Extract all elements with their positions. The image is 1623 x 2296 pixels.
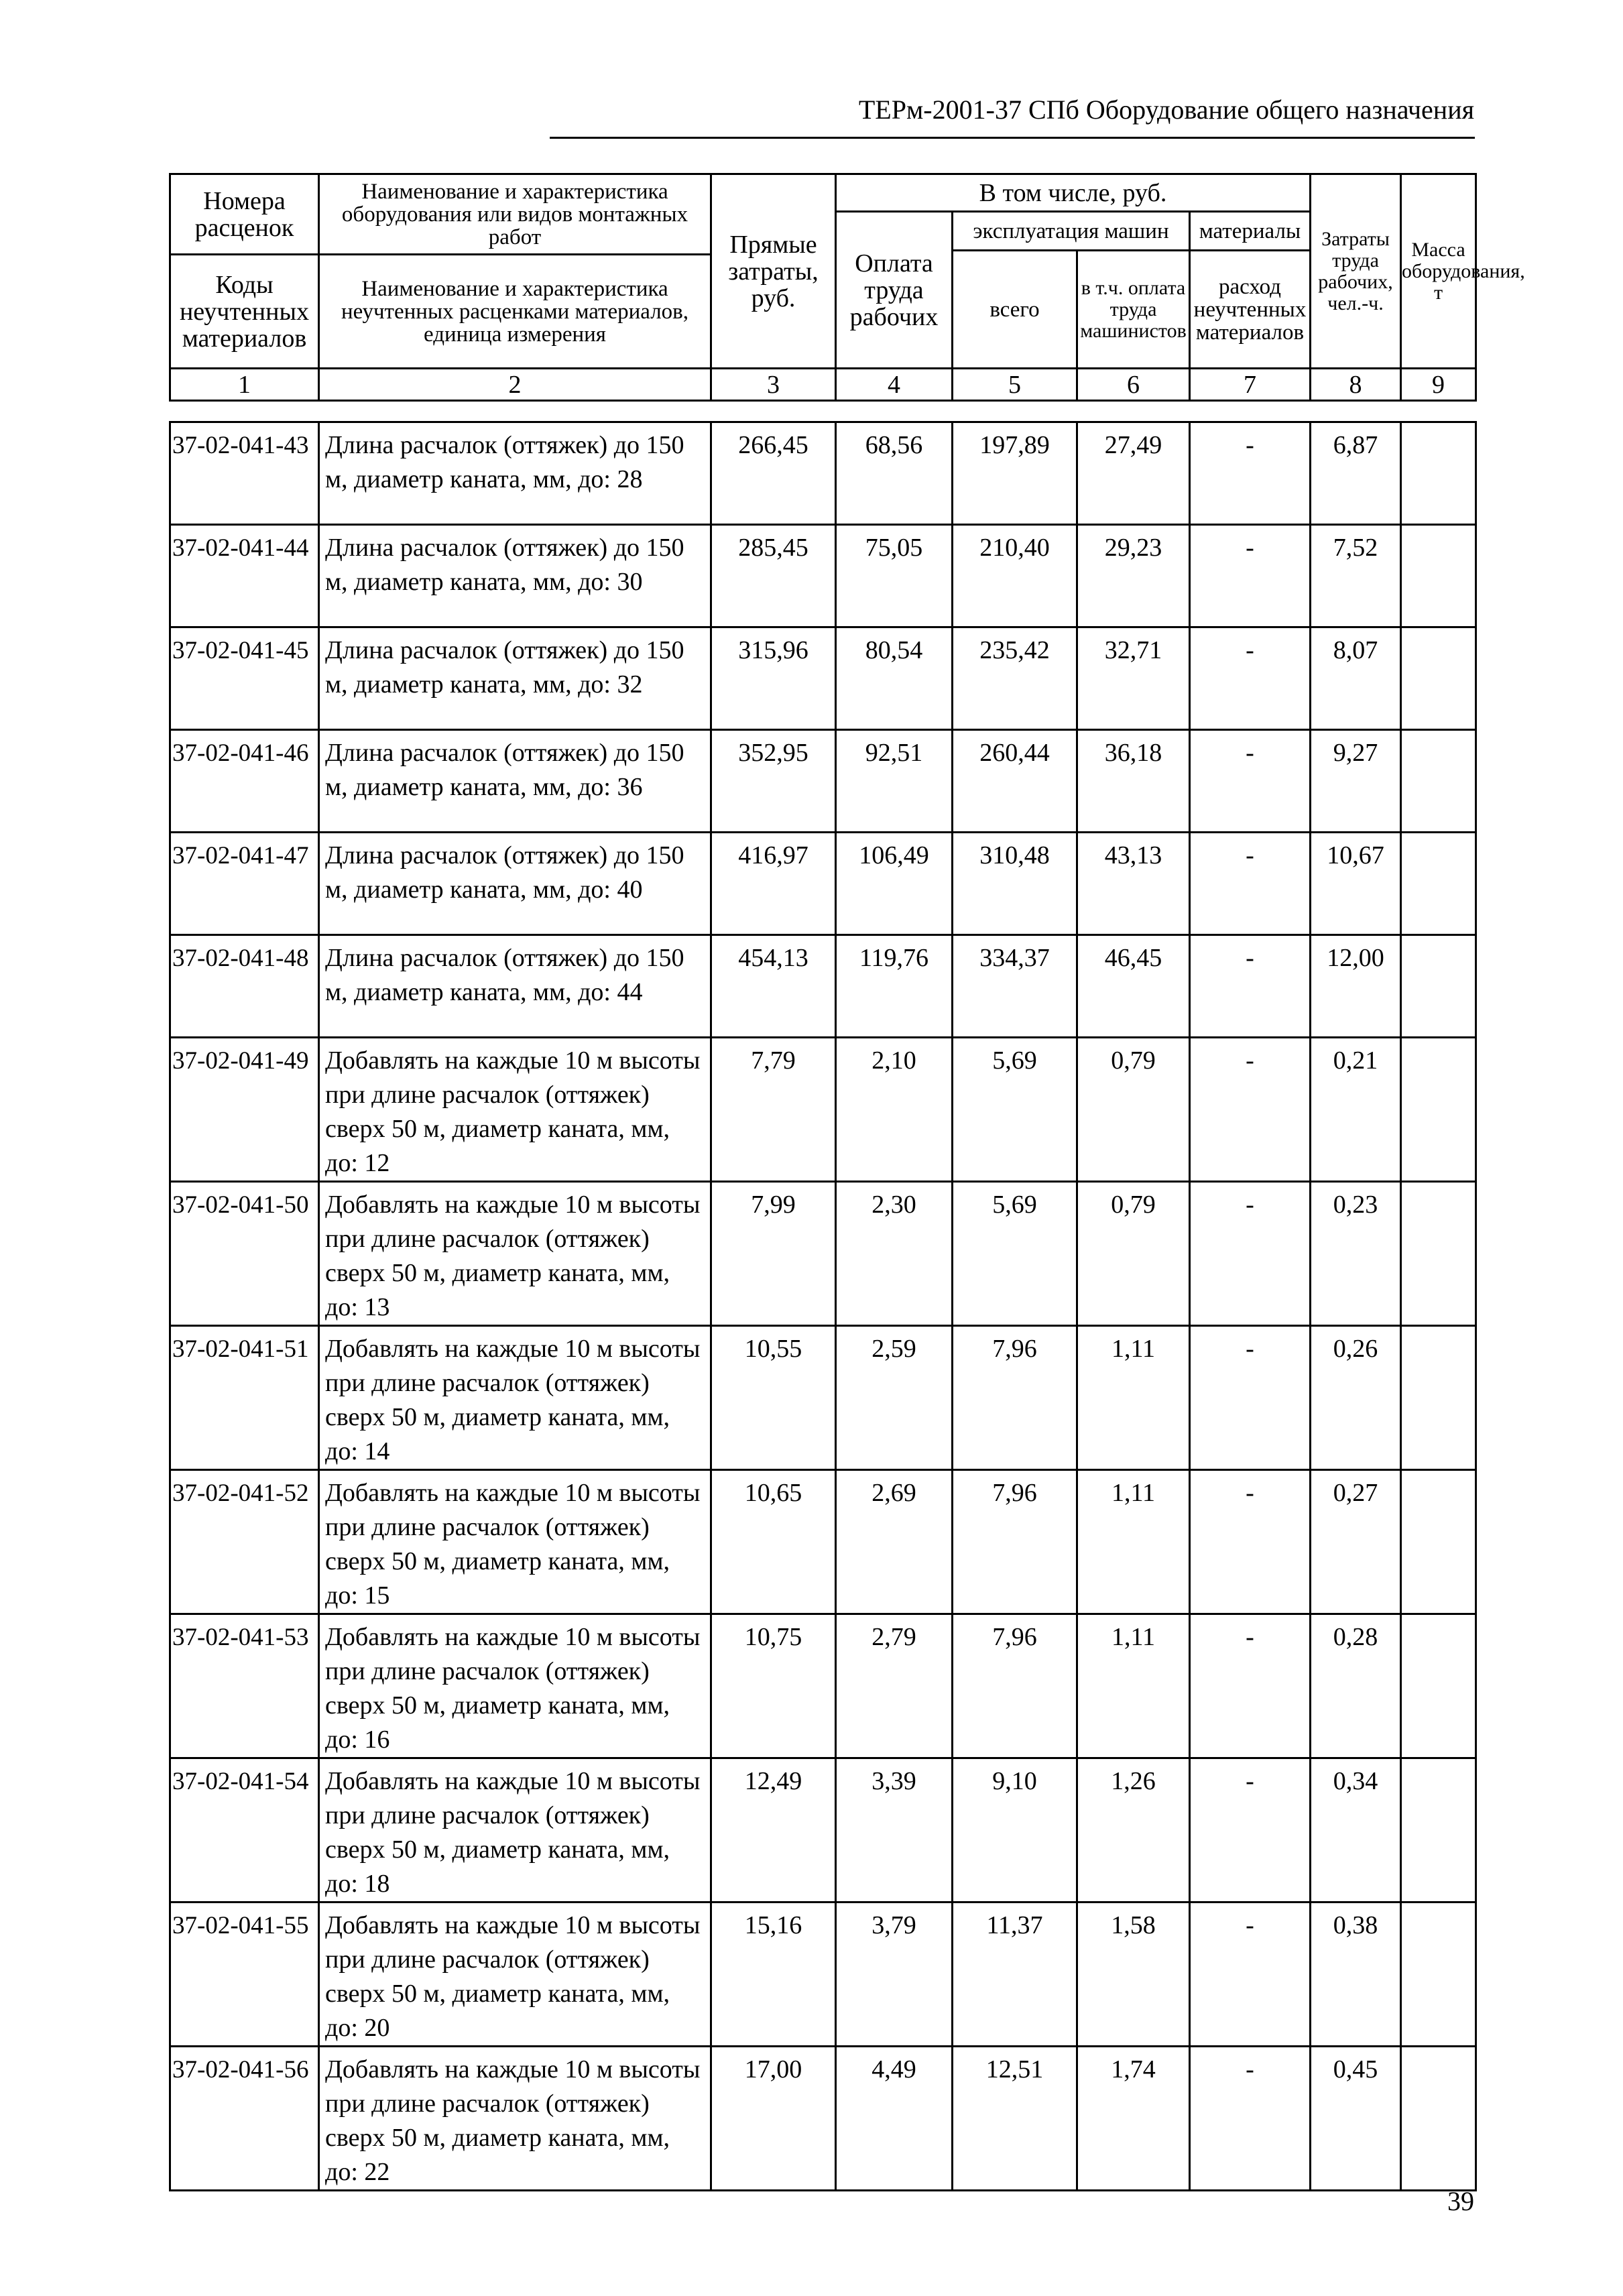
cell-labor-pay: 4,49 — [836, 2047, 953, 2191]
cell-machines-total: 310,48 — [953, 833, 1077, 935]
cell-labor-cost: 0,45 — [1311, 2047, 1401, 2191]
col-header-material-codes: Коды неучтенных материалов — [170, 255, 319, 369]
cell-machines-total: 210,40 — [953, 525, 1077, 627]
cell-mass — [1401, 1182, 1476, 1326]
cell-machines-total: 334,37 — [953, 935, 1077, 1038]
cell-name: Добавлять на каждые 10 м высоты при длине расчалок (оттяжек) сверх 50 м, диаметр каната, мм, до: 16 — [319, 1614, 711, 1758]
cell-machinist-pay: 1,11 — [1077, 1614, 1190, 1758]
col-header-materials: материалы — [1190, 212, 1311, 251]
cell-machines-total: 260,44 — [953, 730, 1077, 833]
cell-code: 37-02-041-51 — [170, 1326, 319, 1470]
cell-labor-pay: 3,39 — [836, 1758, 953, 1902]
cell-code: 37-02-041-48 — [170, 935, 319, 1038]
cell-name: Добавлять на каждые 10 м высоты при длине расчалок (оттяжек) сверх 50 м, диаметр каната, мм, до: 18 — [319, 1758, 711, 1902]
cell-labor-cost: 10,67 — [1311, 833, 1401, 935]
cell-machines-total: 7,96 — [953, 1614, 1077, 1758]
cell-machines-total: 235,42 — [953, 627, 1077, 730]
cell-machinist-pay: 36,18 — [1077, 730, 1190, 833]
col-header-machinist-pay: в т.ч. оплата труда машинистов — [1077, 251, 1190, 369]
table-row — [170, 422, 1476, 525]
cell-name: Длина расчалок (оттяжек) до 150 м, диаметр каната, мм, до: 32 — [319, 627, 711, 730]
cell-materials: - — [1190, 525, 1311, 627]
cell-machinist-pay: 43,13 — [1077, 833, 1190, 935]
cell-machinist-pay: 32,71 — [1077, 627, 1190, 730]
cell-code: 37-02-041-50 — [170, 1182, 319, 1326]
col-number: 1 — [170, 369, 319, 401]
cell-name: Длина расчалок (оттяжек) до 150 м, диаметр каната, мм, до: 30 — [319, 525, 711, 627]
col-header-labor-pay: Оплата труда рабочих — [836, 212, 953, 369]
table-row — [170, 1902, 1476, 2047]
cell-machinist-pay: 0,79 — [1077, 1038, 1190, 1182]
cell-direct-costs: 352,95 — [711, 730, 836, 833]
cell-mass — [1401, 1758, 1476, 1902]
cell-machinist-pay: 1,11 — [1077, 1470, 1190, 1614]
cell-machines-total: 12,51 — [953, 2047, 1077, 2191]
cell-machines-total: 9,10 — [953, 1758, 1077, 1902]
table-row — [170, 1038, 1476, 1182]
cell-name: Добавлять на каждые 10 м высоты при длине расчалок (оттяжек) сверх 50 м, диаметр каната, мм, до: 14 — [319, 1326, 711, 1470]
col-header-including: В том числе, руб. — [836, 174, 1311, 212]
cell-labor-pay: 80,54 — [836, 627, 953, 730]
cell-mass — [1401, 1902, 1476, 2047]
cell-machines-total: 7,96 — [953, 1470, 1077, 1614]
cell-name: Длина расчалок (оттяжек) до 150 м, диаметр каната, мм, до: 28 — [319, 422, 711, 525]
cell-code: 37-02-041-52 — [170, 1470, 319, 1614]
table-row — [170, 627, 1476, 730]
cell-labor-cost: 7,52 — [1311, 525, 1401, 627]
cell-machinist-pay: 29,23 — [1077, 525, 1190, 627]
cell-mass — [1401, 2047, 1476, 2191]
cell-machinist-pay: 46,45 — [1077, 935, 1190, 1038]
col-header-material-name: Наименование и характеристика неучтенных расценками материалов, единица измерения — [319, 255, 711, 369]
cell-direct-costs: 15,16 — [711, 1902, 836, 2047]
cell-code: 37-02-041-49 — [170, 1038, 319, 1182]
cell-materials: - — [1190, 2047, 1311, 2191]
cell-mass — [1401, 627, 1476, 730]
cell-labor-pay: 2,30 — [836, 1182, 953, 1326]
cell-materials: - — [1190, 1902, 1311, 2047]
cell-labor-pay: 2,69 — [836, 1470, 953, 1614]
col-number: 2 — [319, 369, 711, 401]
cell-name: Добавлять на каждые 10 м высоты при длине расчалок (оттяжек) сверх 50 м, диаметр каната, мм, до: 15 — [319, 1470, 711, 1614]
col-number: 3 — [711, 369, 836, 401]
cell-direct-costs: 7,79 — [711, 1038, 836, 1182]
cell-materials: - — [1190, 935, 1311, 1038]
cell-labor-pay: 75,05 — [836, 525, 953, 627]
cell-direct-costs: 7,99 — [711, 1182, 836, 1326]
cell-machinist-pay: 1,26 — [1077, 1758, 1190, 1902]
cell-materials: - — [1190, 1326, 1311, 1470]
cell-direct-costs: 285,45 — [711, 525, 836, 627]
col-header-mass: Масса оборудования, т — [1401, 174, 1476, 369]
cell-materials: - — [1190, 627, 1311, 730]
cell-direct-costs: 315,96 — [711, 627, 836, 730]
cell-name: Добавлять на каждые 10 м высоты при длине расчалок (оттяжек) сверх 50 м, диаметр каната, мм, до: 22 — [319, 2047, 711, 2191]
col-number: 6 — [1077, 369, 1190, 401]
cell-labor-pay: 92,51 — [836, 730, 953, 833]
col-number: 9 — [1401, 369, 1476, 401]
col-header-work-name: Наименование и характеристика оборудования или видов монтажных работ — [319, 174, 711, 255]
cell-machines-total: 11,37 — [953, 1902, 1077, 2047]
cell-materials: - — [1190, 730, 1311, 833]
cell-labor-pay: 68,56 — [836, 422, 953, 525]
rates-table — [169, 421, 1477, 2191]
table-row — [170, 935, 1476, 1038]
cell-name: Длина расчалок (оттяжек) до 150 м, диаметр каната, мм, до: 40 — [319, 833, 711, 935]
cell-name: Добавлять на каждые 10 м высоты при длине расчалок (оттяжек) сверх 50 м, диаметр каната, мм, до: 12 — [319, 1038, 711, 1182]
cell-direct-costs: 12,49 — [711, 1758, 836, 1902]
cell-direct-costs: 266,45 — [711, 422, 836, 525]
table-row — [170, 1182, 1476, 1326]
cell-code: 37-02-041-43 — [170, 422, 319, 525]
table-row — [170, 1614, 1476, 1758]
col-number: 4 — [836, 369, 953, 401]
cell-mass — [1401, 833, 1476, 935]
table-row — [170, 1470, 1476, 1614]
col-header-labor-cost: Затраты труда рабочих, чел.-ч. — [1311, 174, 1401, 369]
cell-code: 37-02-041-56 — [170, 2047, 319, 2191]
col-header-rate-numbers: Номера расценок — [170, 174, 319, 255]
cell-code: 37-02-041-47 — [170, 833, 319, 935]
cell-name: Добавлять на каждые 10 м высоты при длине расчалок (оттяжек) сверх 50 м, диаметр каната, мм, до: 13 — [319, 1182, 711, 1326]
cell-code: 37-02-041-44 — [170, 525, 319, 627]
cell-machines-total: 5,69 — [953, 1038, 1077, 1182]
cell-labor-cost: 8,07 — [1311, 627, 1401, 730]
cell-direct-costs: 10,65 — [711, 1470, 836, 1614]
cell-labor-cost: 12,00 — [1311, 935, 1401, 1038]
cell-machines-total: 5,69 — [953, 1182, 1077, 1326]
cell-mass — [1401, 935, 1476, 1038]
page-number: 39 — [1447, 2186, 1474, 2216]
cell-mass — [1401, 1038, 1476, 1182]
col-number: 5 — [953, 369, 1077, 401]
cell-labor-pay: 3,79 — [836, 1902, 953, 2047]
cell-labor-pay: 2,59 — [836, 1326, 953, 1470]
cell-direct-costs: 10,55 — [711, 1326, 836, 1470]
cell-machinist-pay: 1,74 — [1077, 2047, 1190, 2191]
cell-materials: - — [1190, 833, 1311, 935]
col-header-materials-use: расход неучтенных материалов — [1190, 251, 1311, 369]
cell-materials: - — [1190, 1470, 1311, 1614]
cell-code: 37-02-041-46 — [170, 730, 319, 833]
cell-machinist-pay: 0,79 — [1077, 1182, 1190, 1326]
cell-machines-total: 197,89 — [953, 422, 1077, 525]
col-number: 7 — [1190, 369, 1311, 401]
cell-materials: - — [1190, 1614, 1311, 1758]
cell-labor-pay: 119,76 — [836, 935, 953, 1038]
cell-code: 37-02-041-53 — [170, 1614, 319, 1758]
cell-mass — [1401, 730, 1476, 833]
cell-materials: - — [1190, 422, 1311, 525]
cell-labor-pay: 2,79 — [836, 1614, 953, 1758]
table-row — [170, 730, 1476, 833]
cell-direct-costs: 454,13 — [711, 935, 836, 1038]
cell-direct-costs: 17,00 — [711, 2047, 836, 2191]
cell-labor-cost: 0,28 — [1311, 1614, 1401, 1758]
cell-name: Длина расчалок (оттяжек) до 150 м, диаметр каната, мм, до: 36 — [319, 730, 711, 833]
cell-mass — [1401, 1470, 1476, 1614]
cell-labor-cost: 0,21 — [1311, 1038, 1401, 1182]
col-header-direct-costs: Прямые затраты, руб. — [711, 174, 836, 369]
table-row — [170, 1758, 1476, 1902]
cell-labor-cost: 0,27 — [1311, 1470, 1401, 1614]
cell-code: 37-02-041-45 — [170, 627, 319, 730]
cell-labor-cost: 6,87 — [1311, 422, 1401, 525]
table-row — [170, 525, 1476, 627]
cell-mass — [1401, 422, 1476, 525]
cell-code: 37-02-041-54 — [170, 1758, 319, 1902]
table-row — [170, 833, 1476, 935]
cell-materials: - — [1190, 1182, 1311, 1326]
cell-machinist-pay: 27,49 — [1077, 422, 1190, 525]
table-row — [170, 2047, 1476, 2191]
table-header — [169, 173, 1525, 402]
cell-labor-cost: 0,34 — [1311, 1758, 1401, 1902]
col-number: 8 — [1311, 369, 1401, 401]
cell-name: Длина расчалок (оттяжек) до 150 м, диаметр каната, мм, до: 44 — [319, 935, 711, 1038]
cell-direct-costs: 10,75 — [711, 1614, 836, 1758]
cell-labor-cost: 0,26 — [1311, 1326, 1401, 1470]
cell-direct-costs: 416,97 — [711, 833, 836, 935]
cell-machinist-pay: 1,58 — [1077, 1902, 1190, 2047]
cell-code: 37-02-041-55 — [170, 1902, 319, 2047]
cell-mass — [1401, 1614, 1476, 1758]
table-row — [170, 1326, 1476, 1470]
cell-materials: - — [1190, 1038, 1311, 1182]
cell-labor-cost: 0,38 — [1311, 1902, 1401, 2047]
cell-labor-pay: 2,10 — [836, 1038, 953, 1182]
cell-labor-pay: 106,49 — [836, 833, 953, 935]
cell-mass — [1401, 525, 1476, 627]
cell-labor-cost: 0,23 — [1311, 1182, 1401, 1326]
header-divider — [550, 137, 1475, 139]
cell-mass — [1401, 1326, 1476, 1470]
cell-name: Добавлять на каждые 10 м высоты при длине расчалок (оттяжек) сверх 50 м, диаметр каната, мм, до: 20 — [319, 1902, 711, 2047]
col-header-machines: эксплуатация машин — [953, 212, 1190, 251]
cell-labor-cost: 9,27 — [1311, 730, 1401, 833]
document-header-title: ТЕРм-2001-37 СПб Оборудование общего назначения — [858, 95, 1474, 125]
cell-machines-total: 7,96 — [953, 1326, 1077, 1470]
col-header-machines-total: всего — [953, 251, 1077, 369]
cell-materials: - — [1190, 1758, 1311, 1902]
cell-machinist-pay: 1,11 — [1077, 1326, 1190, 1470]
